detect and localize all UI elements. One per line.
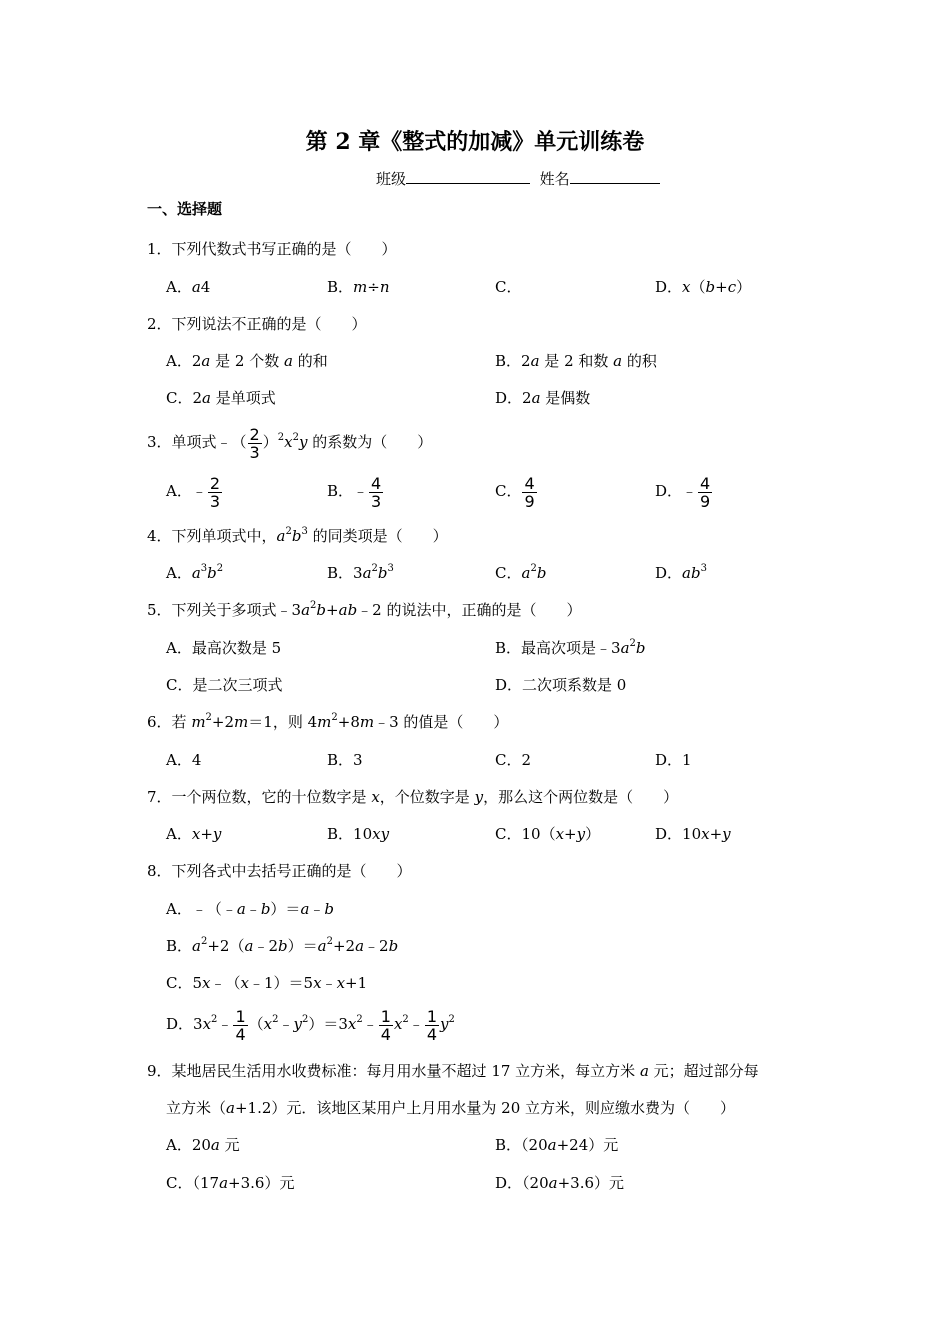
q7-option-b: B．10xy [327, 825, 390, 843]
q9-option-a: A．20a 元 [166, 1136, 240, 1154]
q4-option-c: C．$a^2b$ [495, 563, 547, 582]
q1-option-b: B．m÷n [327, 278, 390, 296]
question-8-stem: 8．下列各式中去括号正确的是（ ） [147, 862, 412, 880]
question-6-stem: 6．若 $m^2+2m=1$，则 $4m^2+8m﹣3$ 的值是（ ） [147, 712, 509, 731]
q5-option-d: D．二次项系数是 0 [495, 676, 627, 694]
q9-option-c: C．（17a+3.6）元 [166, 1174, 295, 1192]
q8-option-c: C．5x﹣（x﹣1）＝5x﹣x+1 [166, 974, 368, 992]
q3-option-c: C． $\frac{4}{9}$ [495, 473, 535, 511]
q1-option-d: D．x（b+c） [655, 278, 752, 296]
q2-option-b: B．2a 是 2 和数 a 的积 [495, 352, 657, 370]
q3-option-d: D．﹣ $\frac{4}{9}$ [655, 473, 711, 511]
question-9-stem-line1: 9．某地居民生活用水收费标准：每月用水量不超过 17 立方米，每立方米 a 元；超过部分每 [147, 1062, 759, 1080]
class-label: 班级 [376, 170, 407, 188]
q4-option-a: A．$a^3b^2$ [166, 563, 224, 582]
q4-option-d: D．$ab^3$ [655, 563, 707, 582]
q7-option-c: C．10（x+y） [495, 825, 601, 843]
name-blank [570, 167, 660, 184]
question-5-stem: 5．下列关于多项式$﹣3a^2b+ab﹣2$ 的说法中，正确的是（ ） [147, 600, 582, 619]
question-7-stem: 7．一个两位数，它的十位数字是 x，个位数字是 y，那么这个两位数是（ ） [147, 788, 679, 806]
q6-option-a: A．4 [166, 751, 202, 769]
q3-option-b: B．﹣ $\frac{4}{3}$ [327, 473, 382, 511]
student-info-line [376, 167, 660, 189]
q4-option-b: B．$3a^2b^3$ [327, 563, 394, 582]
name-label: 姓名 [539, 170, 570, 188]
question-3-stem: 3．单项式﹣（ $\frac{2}{3}$ ）$^2x^2y$ 的系数为（ ） [147, 424, 433, 462]
question-9-stem-line2: 立方米（a+1.2）元．该地区某用户上月用水量为 20 立方米，则应缴水费为（ ） [166, 1099, 736, 1117]
q6-option-b: B．3 [327, 751, 363, 769]
question-2-stem: 2．下列说法不正确的是（ ） [147, 315, 367, 333]
q9-option-b: B．（20a+24）元 [495, 1136, 619, 1154]
q6-option-c: C．2 [495, 751, 532, 769]
class-blank [406, 167, 530, 184]
section-heading: 一、选择题 [147, 200, 223, 218]
q1-option-c: C． [495, 278, 522, 296]
question-4-stem: 4．下列单项式中，$a^2b^3$ 的同类项是（ ） [147, 526, 448, 545]
q8-option-a: A．﹣（﹣a﹣b）＝a﹣b [166, 900, 335, 918]
q5-option-c: C．是二次三项式 [166, 676, 283, 694]
q3-option-a: A．﹣ $\frac{2}{3}$ [166, 473, 221, 511]
q5-option-a: A．最高次数是 5 [166, 639, 282, 657]
question-1-stem: 1．下列代数式书写正确的是（ ） [147, 240, 397, 258]
q5-option-b: B．最高次项是$﹣3a^2b$ [495, 638, 646, 657]
q2-option-a: A．2a 是 2 个数 a 的和 [166, 352, 328, 370]
q1-option-a: A．a4 [166, 278, 211, 296]
q6-option-d: D．1 [655, 751, 692, 769]
q7-option-a: A．x+y [166, 825, 222, 843]
q9-option-d: D．（20a+3.6）元 [495, 1174, 625, 1192]
q7-option-d: D．10x+y [655, 825, 731, 843]
q8-option-d: D．$3x^2﹣$ $\frac{1}{4}$ $(x^2﹣y^2)=3x^2﹣$ $\frac{1}{4}$ $x^2﹣$ $\frac{1}{4}$ $y^2$ [166, 1006, 455, 1044]
q8-option-b: B．$a^2+2(a﹣2b)=a^2+2a﹣2b$ [166, 936, 399, 955]
q2-option-c: C．2a 是单项式 [166, 389, 276, 407]
page-title: 第 2 章《整式的加减》单元训练卷 [305, 129, 645, 155]
q2-option-d: D．2a 是偶数 [495, 389, 591, 407]
